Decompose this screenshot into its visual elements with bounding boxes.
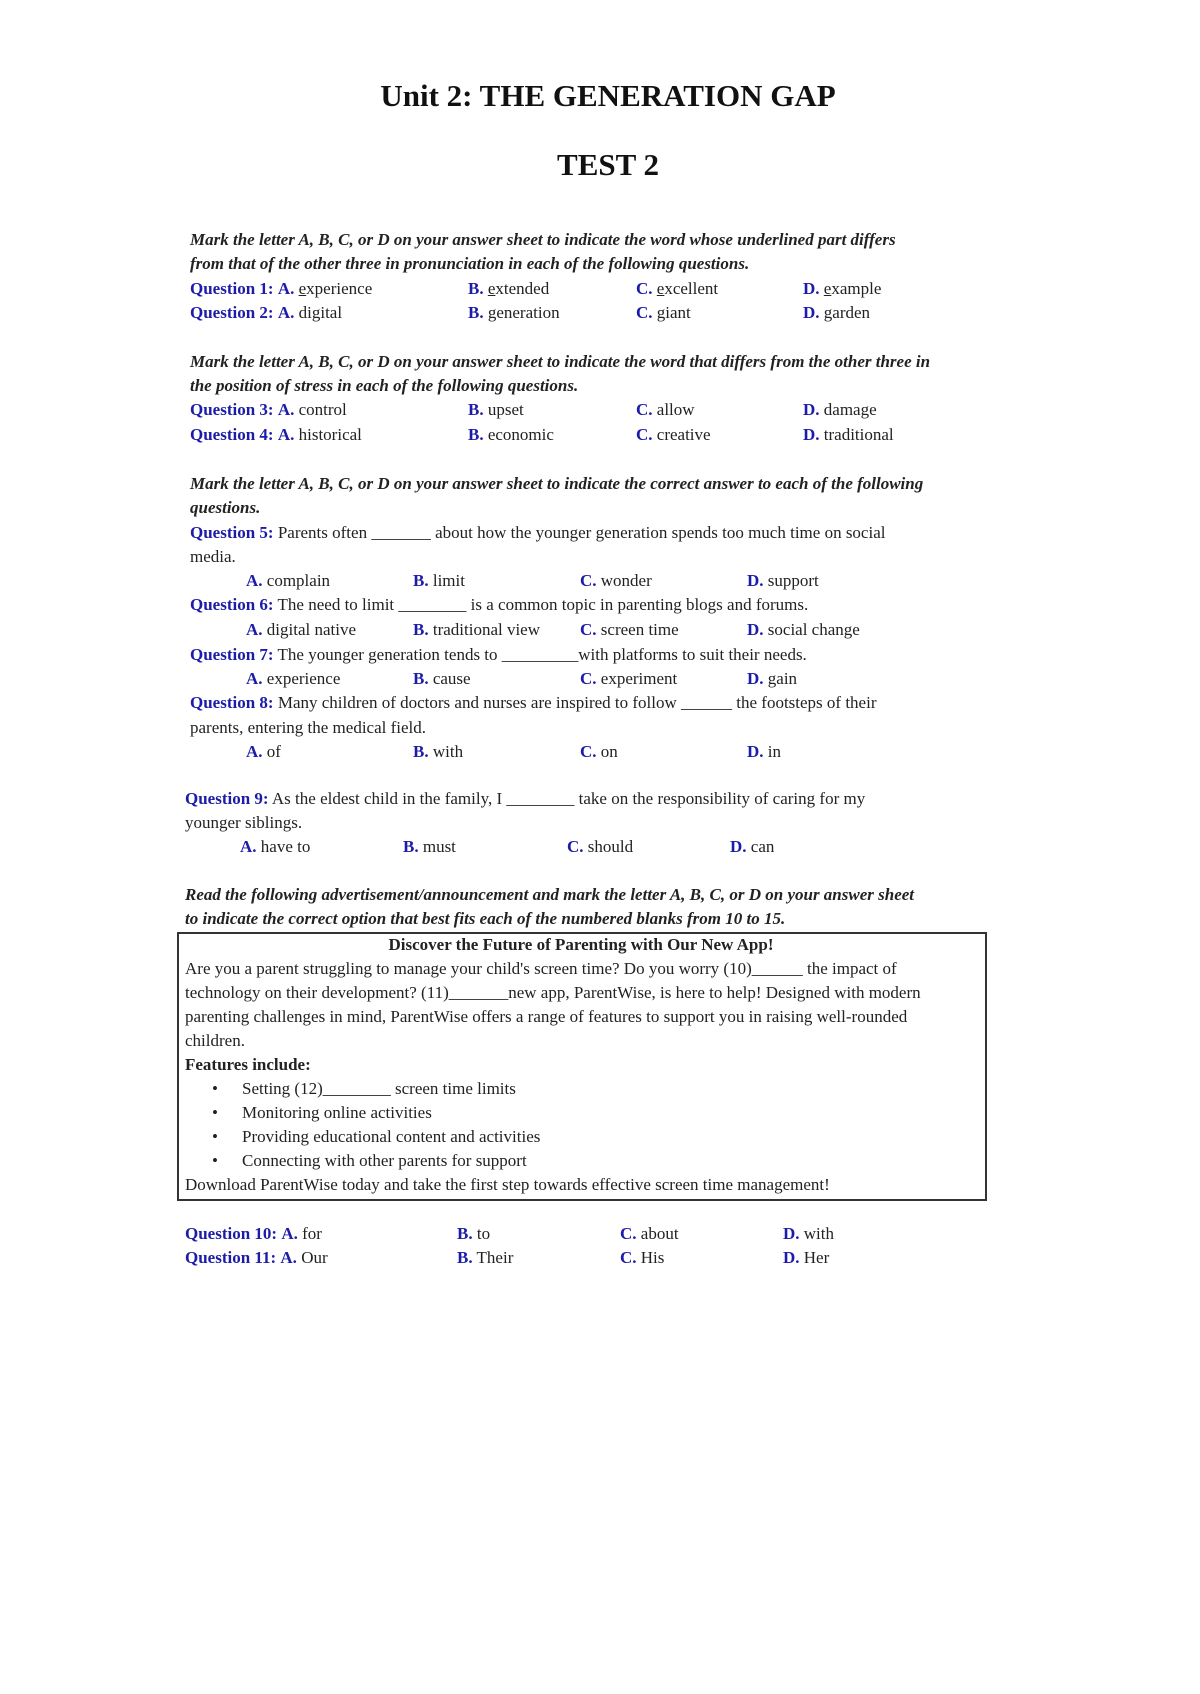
underlined-part: e	[487, 279, 496, 298]
option-letter: C.	[567, 837, 584, 856]
section-instruction	[190, 472, 923, 496]
question-text-continued	[190, 716, 426, 740]
answer-option	[730, 835, 774, 859]
option-letter: A.	[246, 620, 263, 639]
option-text: on	[600, 742, 618, 761]
option-letter: C.	[636, 425, 653, 444]
option-letter: C.	[620, 1224, 637, 1243]
advert-text: parenting challenges in mind, ParentWise offers a range of features to support you in raising well-rounded	[185, 1007, 908, 1026]
option-letter: B.	[413, 742, 429, 761]
option-letter: A.	[280, 1248, 297, 1267]
question-label: Question 4:	[190, 425, 274, 444]
question-row	[190, 643, 807, 667]
answer-option	[580, 667, 677, 691]
answer-option	[468, 277, 549, 301]
option-text: to	[476, 1224, 491, 1243]
question-row	[190, 691, 877, 715]
answer-option	[620, 1222, 679, 1246]
option-letter: A.	[277, 400, 295, 419]
question-row	[185, 1246, 328, 1270]
answer-option	[457, 1222, 490, 1246]
bullet-icon: •	[212, 1127, 218, 1146]
option-text: allow	[656, 400, 695, 419]
option-letter: B.	[413, 669, 429, 688]
answer-option	[246, 569, 330, 593]
option-text: support	[767, 571, 819, 590]
option-letter: D.	[803, 400, 820, 419]
underlined-part: e	[823, 279, 832, 298]
option-letter: A.	[277, 279, 295, 298]
option-letter: B.	[413, 620, 429, 639]
answer-option	[240, 835, 310, 859]
option-text: cause	[432, 669, 471, 688]
question-text: parents, entering the medical field.	[190, 718, 427, 737]
question-label: Question 2:	[190, 303, 274, 322]
option-letter: A.	[240, 837, 257, 856]
answer-option	[567, 835, 633, 859]
option-letter: C.	[580, 669, 597, 688]
advert-text: technology on their development? (11)_______new app, ParentWise, is here to help! Designed with modern	[185, 983, 921, 1002]
question-label: Question 6:	[190, 595, 274, 614]
question-row	[185, 787, 865, 811]
option-text: for	[302, 1224, 322, 1243]
feature-text: Providing educational content and activities	[242, 1127, 541, 1146]
underlined-part: g	[311, 303, 321, 322]
option-text: have to	[260, 837, 311, 856]
section-instruction	[190, 228, 896, 252]
unit-title: Unit 2: THE GENERATION GAP	[380, 78, 836, 113]
question-row	[190, 593, 808, 617]
question-text: As the eldest child in the family, I ________ take on the responsibility of caring for my	[271, 789, 866, 808]
option-letter: B.	[468, 425, 484, 444]
answer-option	[636, 301, 691, 325]
advert-body-line	[185, 957, 897, 981]
option-text: control	[298, 400, 347, 419]
advert-closing-text: Download ParentWise today and take the first step towards effective screen time management!	[185, 1175, 830, 1194]
advert-title-text: Discover the Future of Parenting with Our New App!	[388, 935, 774, 954]
question-label: Question 10:	[185, 1224, 278, 1243]
answer-option	[413, 667, 471, 691]
option-letter: A.	[277, 425, 295, 444]
underlined-part: g	[487, 303, 497, 322]
question-text: media.	[190, 547, 236, 566]
question-text: younger siblings.	[185, 813, 303, 832]
option-letter: B.	[403, 837, 419, 856]
instruction-text: Mark the letter A, B, C, or D on your answer sheet to indicate the word that differs from the other three in	[190, 352, 931, 371]
option-text: Their	[476, 1248, 514, 1267]
option-letter: C.	[636, 303, 653, 322]
question-label: Question 5:	[190, 523, 274, 542]
feature-text: Setting (12)________ screen time limits	[242, 1079, 516, 1098]
feature-text: Connecting with other parents for support	[242, 1151, 527, 1170]
option-text: digital native	[266, 620, 357, 639]
option-text: must	[422, 837, 456, 856]
question-label: Question 3:	[190, 400, 274, 419]
question-row	[190, 521, 885, 545]
option-text: upset	[487, 400, 524, 419]
answer-option	[413, 740, 463, 764]
option-letter: A.	[246, 669, 263, 688]
question-text-continued	[190, 545, 236, 569]
feature-item	[212, 1101, 432, 1125]
answer-option	[246, 618, 356, 642]
answer-option	[803, 301, 870, 325]
option-letter: A.	[281, 1224, 298, 1243]
answer-option	[246, 667, 340, 691]
option-letter: A.	[246, 742, 263, 761]
option-letter: C.	[580, 571, 597, 590]
instruction-text: Mark the letter A, B, C, or D on your answer sheet to indicate the correct answer to each of the following	[190, 474, 924, 493]
question-row	[190, 277, 372, 301]
option-text: gain	[767, 669, 798, 688]
instruction-text: Mark the letter A, B, C, or D on your answer sheet to indicate the word whose underlined part differs	[190, 230, 896, 249]
option-text: eneration	[496, 303, 560, 322]
option-letter: C.	[580, 620, 597, 639]
answer-option	[747, 569, 819, 593]
feature-item	[212, 1077, 516, 1101]
answer-option	[580, 740, 618, 764]
answer-option	[468, 398, 524, 422]
feature-item	[212, 1149, 527, 1173]
answer-option	[413, 618, 540, 642]
answer-option	[783, 1222, 834, 1246]
question-text: Parents often _______ about how the younger generation spends too much time on social	[277, 523, 886, 542]
bullet-icon: •	[212, 1079, 218, 1098]
underlined-part: e	[656, 279, 665, 298]
option-text: economic	[487, 425, 554, 444]
option-text: xample	[831, 279, 882, 298]
option-text: traditional view	[432, 620, 541, 639]
answer-option	[468, 423, 554, 447]
option-text: di	[298, 303, 312, 322]
option-text: damage	[823, 400, 877, 419]
option-letter: C.	[620, 1248, 637, 1267]
option-letter: B.	[457, 1224, 473, 1243]
advert-text: children.	[185, 1031, 245, 1050]
answer-option	[468, 301, 560, 325]
section-instruction	[185, 907, 785, 931]
answer-option	[580, 618, 679, 642]
option-text: traditional	[823, 425, 894, 444]
section-instruction	[190, 496, 260, 520]
advert-title	[177, 933, 985, 957]
question-label: Question 11:	[185, 1248, 277, 1267]
feature-item	[212, 1125, 540, 1149]
section-instruction	[190, 350, 930, 374]
underlined-part: g	[656, 303, 666, 322]
option-text: experience	[266, 669, 341, 688]
question-label: Question 8:	[190, 693, 274, 712]
option-letter: C.	[580, 742, 597, 761]
underlined-part: e	[298, 279, 307, 298]
answer-option	[747, 740, 781, 764]
option-text: in	[767, 742, 782, 761]
advert-body-line	[185, 981, 921, 1005]
answer-option	[636, 398, 695, 422]
option-text: screen time	[600, 620, 679, 639]
test-title: TEST 2	[557, 147, 659, 182]
answer-option	[803, 277, 881, 301]
option-letter: A.	[277, 303, 295, 322]
answer-option	[580, 569, 652, 593]
question-label: Question 1:	[190, 279, 274, 298]
option-letter: D.	[747, 742, 764, 761]
option-text: iant	[665, 303, 691, 322]
option-text: social change	[767, 620, 860, 639]
option-letter: B.	[413, 571, 429, 590]
answer-option	[413, 569, 465, 593]
option-text: should	[587, 837, 634, 856]
option-letter: C.	[636, 400, 653, 419]
option-text: xperience	[306, 279, 373, 298]
instruction-text: from that of the other three in pronunciation in each of the following questions.	[190, 254, 750, 273]
option-text: complain	[266, 571, 331, 590]
underlined-part: g	[823, 303, 833, 322]
option-text: experiment	[600, 669, 678, 688]
instruction-text: questions.	[190, 498, 261, 517]
question-text-continued	[185, 811, 302, 835]
option-text: ital	[320, 303, 343, 322]
option-letter: B.	[468, 400, 484, 419]
option-text: His	[640, 1248, 665, 1267]
answer-option	[457, 1246, 513, 1270]
answer-option	[747, 618, 860, 642]
question-text: Many children of doctors and nurses are inspired to follow ______ the footsteps of their	[277, 693, 877, 712]
advert-closing	[185, 1173, 830, 1197]
option-text: historical	[298, 425, 362, 444]
advert-body-line	[185, 1005, 907, 1029]
option-text: Our	[301, 1248, 328, 1267]
instruction-text: to indicate the correct option that best fits each of the numbered blanks from 10 to 15.	[185, 909, 786, 928]
features-heading-text: Features include:	[185, 1055, 311, 1074]
advert-text: Are you a parent struggling to manage your child's screen time? Do you worry (10)______ the impact of	[185, 959, 897, 978]
answer-option	[403, 835, 456, 859]
question-row	[190, 398, 347, 422]
instruction-text: the position of stress in each of the following questions.	[190, 376, 579, 395]
option-text: Her	[803, 1248, 830, 1267]
option-text: limit	[432, 571, 465, 590]
bullet-icon: •	[212, 1151, 218, 1170]
question-row	[190, 423, 362, 447]
question-text: The younger generation tends to _________with platforms to suit their needs.	[277, 645, 807, 664]
feature-text: Monitoring online activities	[242, 1103, 432, 1122]
option-text: xcellent	[664, 279, 719, 298]
question-label: Question 7:	[190, 645, 274, 664]
bullet-icon: •	[212, 1103, 218, 1122]
option-text: can	[750, 837, 775, 856]
answer-option	[803, 423, 894, 447]
option-text: with	[803, 1224, 835, 1243]
answer-option	[620, 1246, 664, 1270]
option-letter: D.	[803, 279, 820, 298]
option-letter: C.	[636, 279, 653, 298]
question-text: The need to limit ________ is a common topic in parenting blogs and forums.	[277, 595, 809, 614]
option-letter: B.	[457, 1248, 473, 1267]
option-text: with	[432, 742, 464, 761]
option-letter: D.	[730, 837, 747, 856]
advert-body-line	[185, 1029, 245, 1053]
option-letter: D.	[747, 669, 764, 688]
option-letter: B.	[468, 303, 484, 322]
answer-option	[246, 740, 281, 764]
question-row	[185, 1222, 322, 1246]
option-letter: D.	[747, 620, 764, 639]
option-letter: D.	[803, 303, 820, 322]
option-text: of	[266, 742, 281, 761]
option-text: xtended	[495, 279, 550, 298]
option-letter: A.	[246, 571, 263, 590]
question-row	[190, 301, 342, 325]
answer-option	[636, 277, 718, 301]
option-text: about	[640, 1224, 679, 1243]
option-letter: D.	[747, 571, 764, 590]
section-instruction	[185, 883, 914, 907]
answer-option	[803, 398, 877, 422]
question-label: Question 9:	[185, 789, 269, 808]
answer-option	[747, 667, 797, 691]
option-letter: D.	[783, 1224, 800, 1243]
option-text: wonder	[600, 571, 652, 590]
option-letter: D.	[803, 425, 820, 444]
option-text: creative	[656, 425, 711, 444]
option-letter: D.	[783, 1248, 800, 1267]
answer-option	[636, 423, 711, 447]
option-text: arden	[832, 303, 871, 322]
section-instruction	[190, 374, 578, 398]
features-heading	[185, 1053, 311, 1077]
instruction-text: Read the following advertisement/announcement and mark the letter A, B, C, or D on your answer sheet	[185, 885, 915, 904]
section-instruction	[190, 252, 749, 276]
option-letter: B.	[468, 279, 484, 298]
answer-option	[783, 1246, 829, 1270]
